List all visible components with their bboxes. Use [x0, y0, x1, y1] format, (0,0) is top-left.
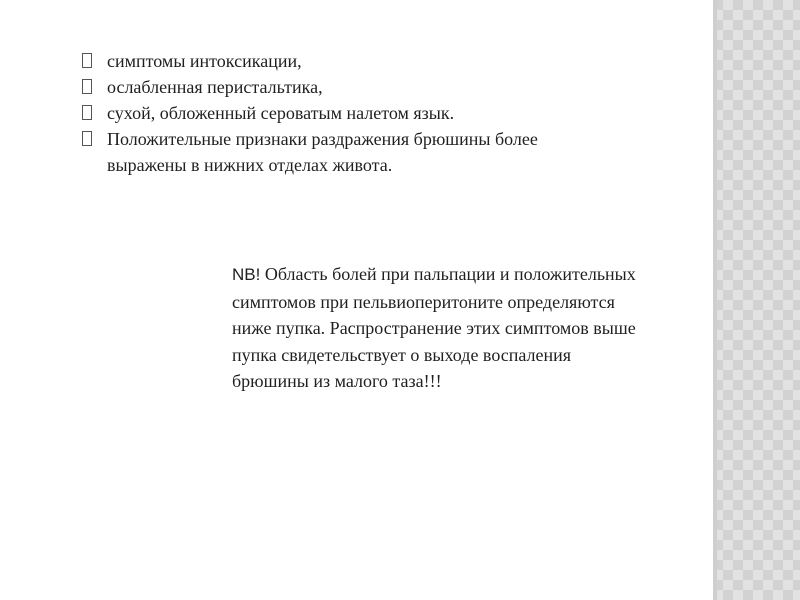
bullet-marker-icon: [80, 74, 107, 100]
bullet-text: Положительные признаки раздражения брюшины более выражены в нижних отделах живота.: [107, 129, 538, 175]
bullet-text: ослабленная перистальтика,: [107, 77, 323, 97]
bullet-marker-icon: [80, 126, 107, 152]
bullet-item: [80, 126, 600, 178]
bullet-item: [80, 100, 600, 126]
nb-label: NB!: [232, 265, 261, 284]
bullet-marker-icon: [80, 100, 107, 126]
bullet-item: [80, 48, 600, 74]
bullet-text: сухой, обложенный сероватым налетом язык.: [107, 103, 455, 123]
bullet-marker-icon: [80, 48, 107, 74]
nb-note: [232, 261, 652, 395]
bullet-text: симптомы интоксикации,: [107, 51, 302, 71]
decorative-pattern-band: [713, 0, 800, 600]
bullet-item: [80, 74, 600, 100]
nb-note-text: Область болей при пальпации и положительных симптомов при пельвиоперитоните определяются ниже пупка. Распространение этих симптомов выше пупка свидетельствует о выходе воспаления брюшины из малого таза!!!: [232, 264, 636, 391]
bullet-list: [80, 48, 600, 178]
